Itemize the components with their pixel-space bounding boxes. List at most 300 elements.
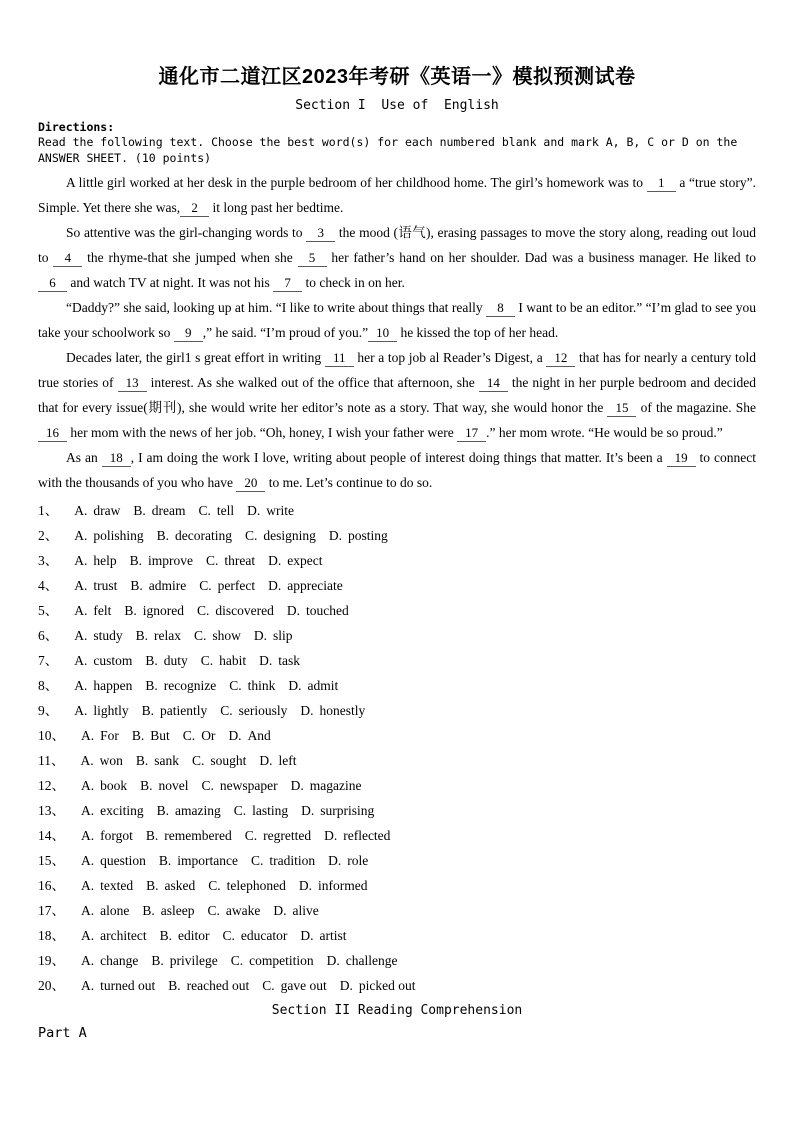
option-letter: B.	[145, 678, 158, 693]
option-d	[287, 603, 349, 618]
option-b	[124, 603, 184, 618]
cloze-blank-4: 4	[53, 250, 82, 267]
option-text: expect	[287, 553, 323, 568]
option-d	[288, 678, 338, 693]
option-text: telephoned	[226, 878, 286, 893]
option-letter: C.	[233, 803, 247, 818]
question-number: 7、	[38, 653, 59, 668]
option-letter: B.	[141, 703, 155, 718]
option-text: left	[278, 753, 297, 768]
option-letter: A.	[74, 628, 88, 643]
option-text: question	[100, 853, 146, 868]
option-letter: D.	[326, 953, 340, 968]
option-text: slip	[273, 628, 293, 643]
option-d	[329, 528, 388, 543]
option-letter: C.	[230, 953, 244, 968]
option-c	[192, 753, 246, 768]
option-c	[208, 878, 286, 893]
option-a	[81, 728, 119, 743]
option-a	[74, 528, 143, 543]
option-text: newspaper	[219, 778, 278, 793]
question-number: 19、	[38, 953, 65, 968]
option-a	[74, 578, 117, 593]
option-text: touched	[306, 603, 349, 618]
option-b	[136, 753, 179, 768]
option-letter: C.	[198, 503, 211, 518]
question-number: 2、	[38, 528, 59, 543]
page-title: 通化市二道江区2023年考研《英语一》模拟预测试卷	[158, 66, 636, 88]
option-letter: C.	[251, 853, 264, 868]
option-letter: B.	[145, 653, 158, 668]
option-text: role	[347, 853, 369, 868]
option-b	[157, 528, 232, 543]
option-c	[262, 978, 327, 993]
option-letter: C.	[192, 753, 205, 768]
option-c	[202, 778, 278, 793]
section1-heading: Section I Use of English	[295, 98, 499, 113]
option-letter: D.	[324, 828, 338, 843]
option-d	[299, 878, 368, 893]
cloze-blank-16: 16	[38, 425, 67, 442]
option-text: artist	[319, 928, 347, 943]
question-number: 8、	[38, 678, 59, 693]
cloze-blank-13: 13	[118, 375, 147, 392]
option-c	[229, 678, 275, 693]
question-5	[38, 598, 756, 623]
option-letter: D.	[286, 603, 301, 618]
option-text: alive	[292, 903, 319, 918]
question-number: 13、	[38, 803, 65, 818]
cloze-blank-5: 5	[298, 250, 327, 267]
option-text: tell	[216, 503, 235, 518]
option-text: polishing	[93, 528, 144, 543]
option-text: write	[266, 503, 295, 518]
cloze-blank-18: 18	[102, 450, 131, 467]
option-a	[74, 503, 120, 518]
question-1	[38, 498, 756, 523]
option-d	[273, 903, 318, 918]
option-d	[259, 753, 296, 768]
question-number: 15、	[38, 853, 65, 868]
option-b	[168, 978, 249, 993]
option-text: improve	[148, 553, 194, 568]
cloze-blank-7: 7	[273, 275, 302, 292]
cloze-blank-8: 8	[486, 300, 515, 317]
cloze-blank-10: 10	[368, 325, 397, 342]
question-number: 11、	[38, 753, 65, 768]
option-text: picked out	[358, 978, 416, 993]
option-letter: B.	[124, 603, 137, 618]
option-a	[81, 953, 138, 968]
option-text: admire	[148, 578, 187, 593]
option-letter: A.	[81, 978, 95, 993]
option-d	[340, 978, 416, 993]
option-letter: D.	[339, 978, 353, 993]
question-19	[38, 948, 756, 973]
option-a	[81, 878, 133, 893]
option-text: posting	[348, 528, 388, 543]
option-letter: D.	[290, 778, 304, 793]
option-c	[199, 578, 255, 593]
option-text: ignored	[142, 603, 185, 618]
question-number: 3、	[38, 553, 59, 568]
option-b	[140, 778, 188, 793]
question-list	[38, 498, 756, 998]
question-14	[38, 823, 756, 848]
option-letter: D.	[288, 678, 302, 693]
option-a	[74, 553, 116, 568]
option-text: novel	[158, 778, 189, 793]
option-text: perfect	[217, 578, 256, 593]
option-text: informed	[318, 878, 368, 893]
option-a	[81, 978, 155, 993]
option-text: dream	[151, 503, 186, 518]
question-4	[38, 573, 756, 598]
question-10	[38, 723, 756, 748]
option-letter: C.	[245, 528, 258, 543]
option-c	[206, 553, 255, 568]
option-letter: A.	[74, 678, 88, 693]
option-letter: C.	[206, 553, 219, 568]
option-b	[136, 628, 181, 643]
question-number: 12、	[38, 778, 65, 793]
option-d	[324, 828, 390, 843]
question-number: 10、	[38, 728, 65, 743]
option-a	[74, 678, 132, 693]
option-letter: C.	[197, 603, 210, 618]
option-text: editor	[177, 928, 210, 943]
option-c	[222, 928, 287, 943]
option-letter: B.	[135, 753, 149, 768]
option-letter: C.	[244, 828, 258, 843]
option-c	[245, 828, 311, 843]
option-letter: D.	[328, 853, 342, 868]
option-text: texted	[100, 878, 134, 893]
question-20	[38, 973, 756, 998]
option-text: gave out	[280, 978, 327, 993]
option-c	[251, 853, 315, 868]
option-text: won	[99, 753, 123, 768]
question-12	[38, 773, 756, 798]
option-d	[300, 928, 346, 943]
option-letter: B.	[129, 553, 143, 568]
option-d	[328, 853, 368, 868]
option-letter: A.	[81, 803, 95, 818]
option-c	[245, 528, 316, 543]
option-text: sought	[210, 753, 247, 768]
option-letter: B.	[156, 803, 170, 818]
question-16	[38, 873, 756, 898]
question-number: 9、	[38, 703, 59, 718]
option-letter: A.	[74, 553, 88, 568]
option-text: task	[278, 653, 301, 668]
directions-text: Read the following text. Choose the best word(s) for each numbered blank and mark A, B, C or D on the ANSWER SHEET. (10 points)	[38, 135, 738, 165]
cloze-blank-19: 19	[667, 450, 696, 467]
cloze-blank-20: 20	[236, 475, 265, 492]
option-d	[327, 953, 398, 968]
option-d	[268, 578, 343, 593]
option-c	[208, 903, 261, 918]
option-b	[151, 953, 217, 968]
option-letter: D.	[301, 803, 315, 818]
option-b	[160, 928, 210, 943]
option-letter: C.	[201, 778, 214, 793]
option-text: For	[100, 728, 119, 743]
option-a	[81, 828, 133, 843]
option-letter: D.	[259, 653, 273, 668]
option-text: awake	[225, 903, 261, 918]
option-d	[268, 553, 322, 568]
option-a	[74, 628, 122, 643]
option-d	[254, 628, 293, 643]
option-letter: A.	[74, 578, 88, 593]
option-letter: C.	[182, 728, 196, 743]
option-text: lasting	[252, 803, 289, 818]
cloze-blank-6: 6	[38, 275, 67, 292]
option-letter: B.	[146, 878, 159, 893]
option-b	[159, 853, 238, 868]
option-d	[228, 728, 270, 743]
cloze-paragraph: As an 18 , I am doing the work I love, writing about people of interest doing things that matter. It’s been a 19 to connect with the thousands of you who have 20 to me. Let’s continue to do so.	[38, 450, 756, 490]
option-letter: A.	[81, 953, 95, 968]
option-d	[301, 803, 374, 818]
question-3	[38, 548, 756, 573]
option-c	[220, 703, 287, 718]
option-b	[142, 903, 194, 918]
option-text: felt	[93, 603, 112, 618]
option-b	[146, 828, 232, 843]
option-letter: A.	[74, 703, 88, 718]
option-text: amazing	[175, 803, 221, 818]
option-letter: D.	[259, 753, 273, 768]
option-letter: D.	[300, 928, 314, 943]
option-text: think	[247, 678, 276, 693]
option-letter: A.	[81, 828, 95, 843]
option-text: book	[100, 778, 128, 793]
option-letter: A.	[81, 728, 95, 743]
option-letter: C.	[199, 578, 212, 593]
directions-label: Directions:	[38, 120, 115, 134]
question-number: 16、	[38, 878, 65, 893]
cloze-paragraph: So attentive was the girl-changing words to 3 the mood (语气), erasing passages to move the story along, reading out loud to 4 the rhyme-that she jumped when she 5 her father’s hand on her shoulder. Dad was a business manager. He liked to 6 and watch TV at night. It was not his 7 to check in on her.	[38, 225, 756, 290]
option-text: regretted	[263, 828, 312, 843]
option-text: habit	[219, 653, 247, 668]
question-number: 17、	[38, 903, 65, 918]
option-letter: D.	[247, 503, 261, 518]
option-c	[199, 503, 235, 518]
option-text: reflected	[343, 828, 391, 843]
question-7	[38, 648, 756, 673]
option-letter: A.	[80, 753, 94, 768]
question-17	[38, 898, 756, 923]
option-text: decorating	[175, 528, 233, 543]
option-b	[146, 878, 195, 893]
option-text: appreciate	[287, 578, 343, 593]
option-text: tradition	[269, 853, 316, 868]
option-c	[231, 953, 314, 968]
cloze-blank-9: 9	[174, 325, 203, 342]
option-text: relax	[154, 628, 182, 643]
cloze-paragraph: “Daddy?” she said, looking up at him. “I like to write about things that really 8 I want to be an editor.” “I’m glad to see you take your schoolwork so 9 ,” he said. “I’m proud of you.” 10 he kissed the top of her head.	[38, 300, 756, 340]
option-letter: D.	[253, 628, 268, 643]
option-text: study	[93, 628, 123, 643]
option-text: designing	[263, 528, 316, 543]
option-letter: B.	[158, 853, 172, 868]
cloze-blank-14: 14	[479, 375, 508, 392]
option-letter: A.	[74, 503, 88, 518]
option-text: competition	[249, 953, 314, 968]
option-letter: C.	[262, 978, 275, 993]
option-letter: B.	[140, 778, 153, 793]
option-text: honestly	[319, 703, 366, 718]
option-text: lightly	[93, 703, 129, 718]
option-text: alone	[100, 903, 130, 918]
option-text: happen	[93, 678, 133, 693]
option-letter: C.	[220, 703, 233, 718]
option-letter: C.	[194, 628, 207, 643]
option-b	[130, 553, 193, 568]
option-c	[194, 628, 241, 643]
option-text: Or	[201, 728, 216, 743]
option-letter: A.	[81, 778, 95, 793]
option-letter: B.	[159, 928, 172, 943]
option-text: And	[247, 728, 271, 743]
option-text: surprising	[320, 803, 375, 818]
option-text: reached out	[186, 978, 250, 993]
option-a	[81, 853, 146, 868]
option-text: architect	[100, 928, 147, 943]
option-letter: D.	[228, 728, 242, 743]
option-b	[133, 503, 185, 518]
option-text: recognize	[163, 678, 217, 693]
option-text: trust	[93, 578, 118, 593]
option-d	[300, 703, 365, 718]
option-text: admit	[307, 678, 339, 693]
option-b	[157, 803, 221, 818]
cloze-blank-1: 1	[647, 175, 676, 192]
question-6	[38, 623, 756, 648]
option-text: show	[212, 628, 241, 643]
cloze-paragraph: A little girl worked at her desk in the purple bedroom of her childhood home. The girl’s homework was to 1 a “true story”. Simple. Yet there she was, 2 it long past her bedtime.	[38, 175, 756, 215]
option-letter: A.	[74, 653, 88, 668]
question-number: 14、	[38, 828, 65, 843]
question-number: 5、	[38, 603, 59, 618]
option-text: asleep	[160, 903, 195, 918]
option-text: educator	[240, 928, 288, 943]
option-d	[291, 778, 362, 793]
question-11	[38, 748, 756, 773]
option-a	[81, 803, 144, 818]
option-text: importance	[177, 853, 238, 868]
cloze-blank-11: 11	[325, 350, 354, 367]
option-letter: D.	[298, 878, 313, 893]
question-18	[38, 923, 756, 948]
option-letter: A.	[74, 603, 88, 618]
question-number: 18、	[38, 928, 65, 943]
option-c	[183, 728, 216, 743]
cloze-paragraph: Decades later, the girl1 s great effort in writing 11 her a top job al Reader’s Digest, a 12 that has for nearly a century told true stories of 13 interest. As she walked out of the office that afternoon, she 14 the night in her purple bedroom and decided that for every issue(期刊), she would write her editor’s note as a story. That way, she would honor the 15 of the magazine. She 16 her mom with the news of her job. “Oh, honey, I wish your father were 17 .” her mom wrote. “He would be so proud.”	[38, 350, 756, 440]
option-letter: C.	[208, 878, 221, 893]
option-a	[74, 603, 111, 618]
option-letter: D.	[268, 553, 282, 568]
question-13	[38, 798, 756, 823]
option-text: exciting	[100, 803, 144, 818]
question-number: 4、	[38, 578, 59, 593]
question-2	[38, 523, 756, 548]
option-text: change	[100, 953, 139, 968]
option-text: seriously	[238, 703, 288, 718]
option-b	[145, 678, 216, 693]
option-b	[142, 703, 208, 718]
option-letter: C.	[200, 653, 214, 668]
option-letter: D.	[268, 578, 282, 593]
option-text: remembered	[164, 828, 232, 843]
option-c	[201, 653, 246, 668]
option-letter: C.	[222, 928, 235, 943]
cloze-blank-12: 12	[546, 350, 575, 367]
option-letter: B.	[130, 578, 143, 593]
option-letter: B.	[142, 903, 155, 918]
option-b	[130, 578, 186, 593]
option-text: magazine	[309, 778, 362, 793]
option-text: patiently	[160, 703, 208, 718]
option-a	[74, 703, 128, 718]
option-text: turned out	[100, 978, 156, 993]
question-number: 1、	[38, 503, 59, 518]
part-a-label: Part A	[38, 1025, 87, 1041]
option-letter: B.	[131, 728, 145, 743]
question-15	[38, 848, 756, 873]
option-c	[234, 803, 288, 818]
option-text: sank	[154, 753, 180, 768]
cloze-blank-17: 17	[457, 425, 486, 442]
option-letter: B.	[135, 628, 149, 643]
option-letter: B.	[145, 828, 159, 843]
option-text: custom	[93, 653, 133, 668]
option-d	[247, 503, 294, 518]
option-letter: B.	[151, 953, 164, 968]
option-letter: B.	[156, 528, 170, 543]
option-letter: D.	[300, 703, 314, 718]
option-a	[81, 903, 129, 918]
option-letter: A.	[81, 903, 95, 918]
option-letter: B.	[168, 978, 181, 993]
option-a	[81, 778, 127, 793]
option-text: privilege	[169, 953, 218, 968]
option-letter: B.	[133, 503, 146, 518]
option-text: draw	[93, 503, 121, 518]
option-a	[74, 653, 132, 668]
option-text: threat	[224, 553, 256, 568]
cloze-blank-3: 3	[306, 225, 335, 242]
option-text: But	[150, 728, 170, 743]
option-letter: D.	[273, 903, 287, 918]
option-text: duty	[163, 653, 188, 668]
cloze-passage	[38, 170, 756, 495]
question-9	[38, 698, 756, 723]
cloze-blank-15: 15	[607, 400, 636, 417]
section2-heading: Section II Reading Comprehension	[271, 1003, 523, 1018]
option-b	[132, 728, 170, 743]
question-number: 6、	[38, 628, 59, 643]
option-letter: C.	[207, 903, 220, 918]
option-letter: A.	[81, 878, 95, 893]
option-a	[81, 753, 123, 768]
option-a	[81, 928, 147, 943]
option-b	[145, 653, 187, 668]
option-text: challenge	[345, 953, 398, 968]
option-d	[259, 653, 300, 668]
